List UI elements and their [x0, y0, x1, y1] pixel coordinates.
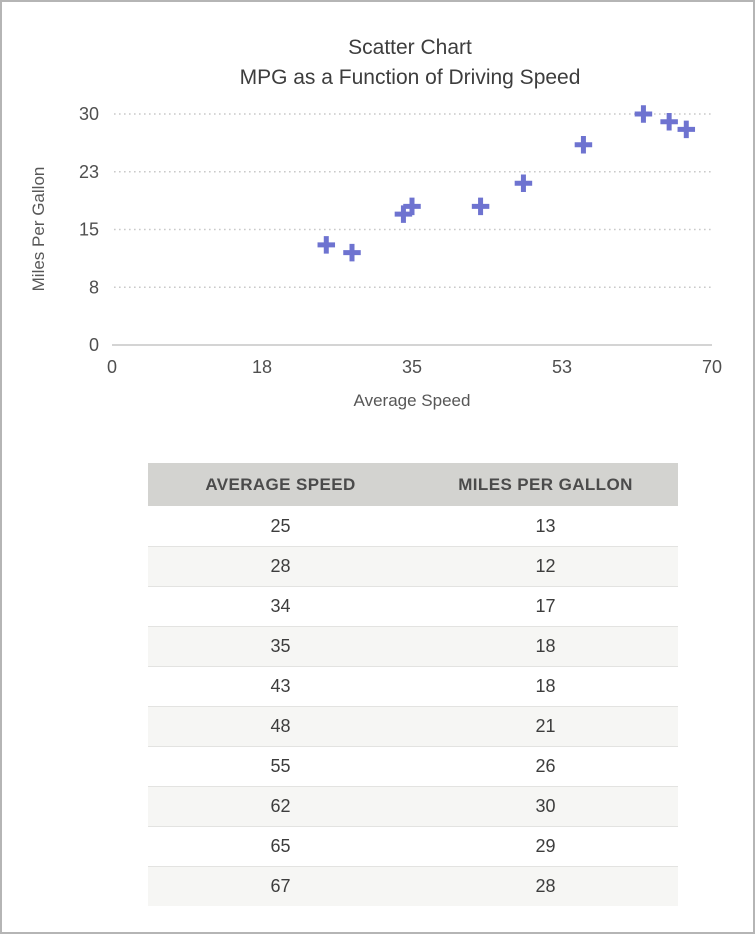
column-header-average-speed: AVERAGE SPEED — [205, 474, 356, 494]
y-tick-label: 0 — [88, 335, 99, 355]
chart-title — [60, 33, 755, 93]
scatter-point — [635, 105, 653, 123]
cell-average-speed: 55 — [270, 756, 291, 776]
cell-average-speed: 35 — [270, 636, 291, 656]
scatter-point — [318, 236, 336, 254]
table-row — [148, 546, 678, 586]
chart-title-line1: Scatter Chart — [348, 36, 472, 59]
scatter-point — [575, 136, 593, 154]
y-tick-label: 23 — [78, 161, 99, 182]
column-header-miles-per-gallon: MILES PER GALLON — [458, 474, 633, 494]
table-body — [148, 506, 678, 906]
table-row — [148, 786, 678, 826]
y-tick-label: 15 — [78, 219, 99, 240]
table-row — [148, 826, 678, 866]
cell-miles-per-gallon: 13 — [535, 515, 556, 536]
y-tick-label: 30 — [78, 104, 99, 124]
cell-miles-per-gallon: 30 — [535, 796, 556, 816]
cell-miles-per-gallon: 17 — [535, 596, 556, 616]
table-row — [148, 506, 678, 546]
table-row — [148, 666, 678, 706]
table-header-row — [148, 463, 678, 506]
y-axis-title: Miles Per Gallon — [29, 166, 48, 292]
table-row — [148, 706, 678, 746]
cell-average-speed: 48 — [270, 716, 291, 736]
table-row — [148, 866, 678, 906]
x-axis-title: Average Speed — [353, 391, 471, 410]
cell-miles-per-gallon: 26 — [535, 756, 556, 776]
cell-miles-per-gallon: 28 — [535, 876, 556, 896]
y-tick-label: 8 — [88, 277, 99, 298]
cell-average-speed: 34 — [270, 596, 291, 616]
scatter-point — [515, 175, 533, 193]
cell-average-speed: 65 — [270, 836, 291, 856]
cell-miles-per-gallon: 12 — [535, 556, 556, 576]
x-tick-label: 35 — [401, 357, 423, 377]
x-tick-label: 70 — [701, 357, 723, 377]
cell-average-speed: 62 — [270, 796, 291, 816]
table-row — [148, 586, 678, 626]
cell-miles-per-gallon: 29 — [535, 836, 556, 856]
scatter-point — [472, 198, 490, 216]
table-row — [148, 626, 678, 666]
x-tick-label: 18 — [251, 357, 273, 377]
scatter-point — [343, 244, 361, 262]
scatter-point — [660, 113, 678, 131]
cell-miles-per-gallon: 21 — [535, 716, 556, 736]
cell-miles-per-gallon: 18 — [535, 676, 556, 696]
cell-miles-per-gallon: 18 — [535, 636, 556, 656]
table-row — [148, 746, 678, 786]
scatter-point — [678, 121, 696, 138]
x-tick-label: 53 — [551, 357, 573, 377]
cell-average-speed: 25 — [270, 515, 291, 536]
chart-title-line2: MPG as a Function of Driving Speed — [239, 66, 581, 89]
cell-average-speed: 67 — [270, 876, 291, 896]
x-tick-label: 0 — [106, 357, 118, 377]
data-table — [148, 463, 678, 906]
cell-average-speed: 28 — [270, 556, 291, 576]
cell-average-speed: 43 — [270, 676, 291, 696]
